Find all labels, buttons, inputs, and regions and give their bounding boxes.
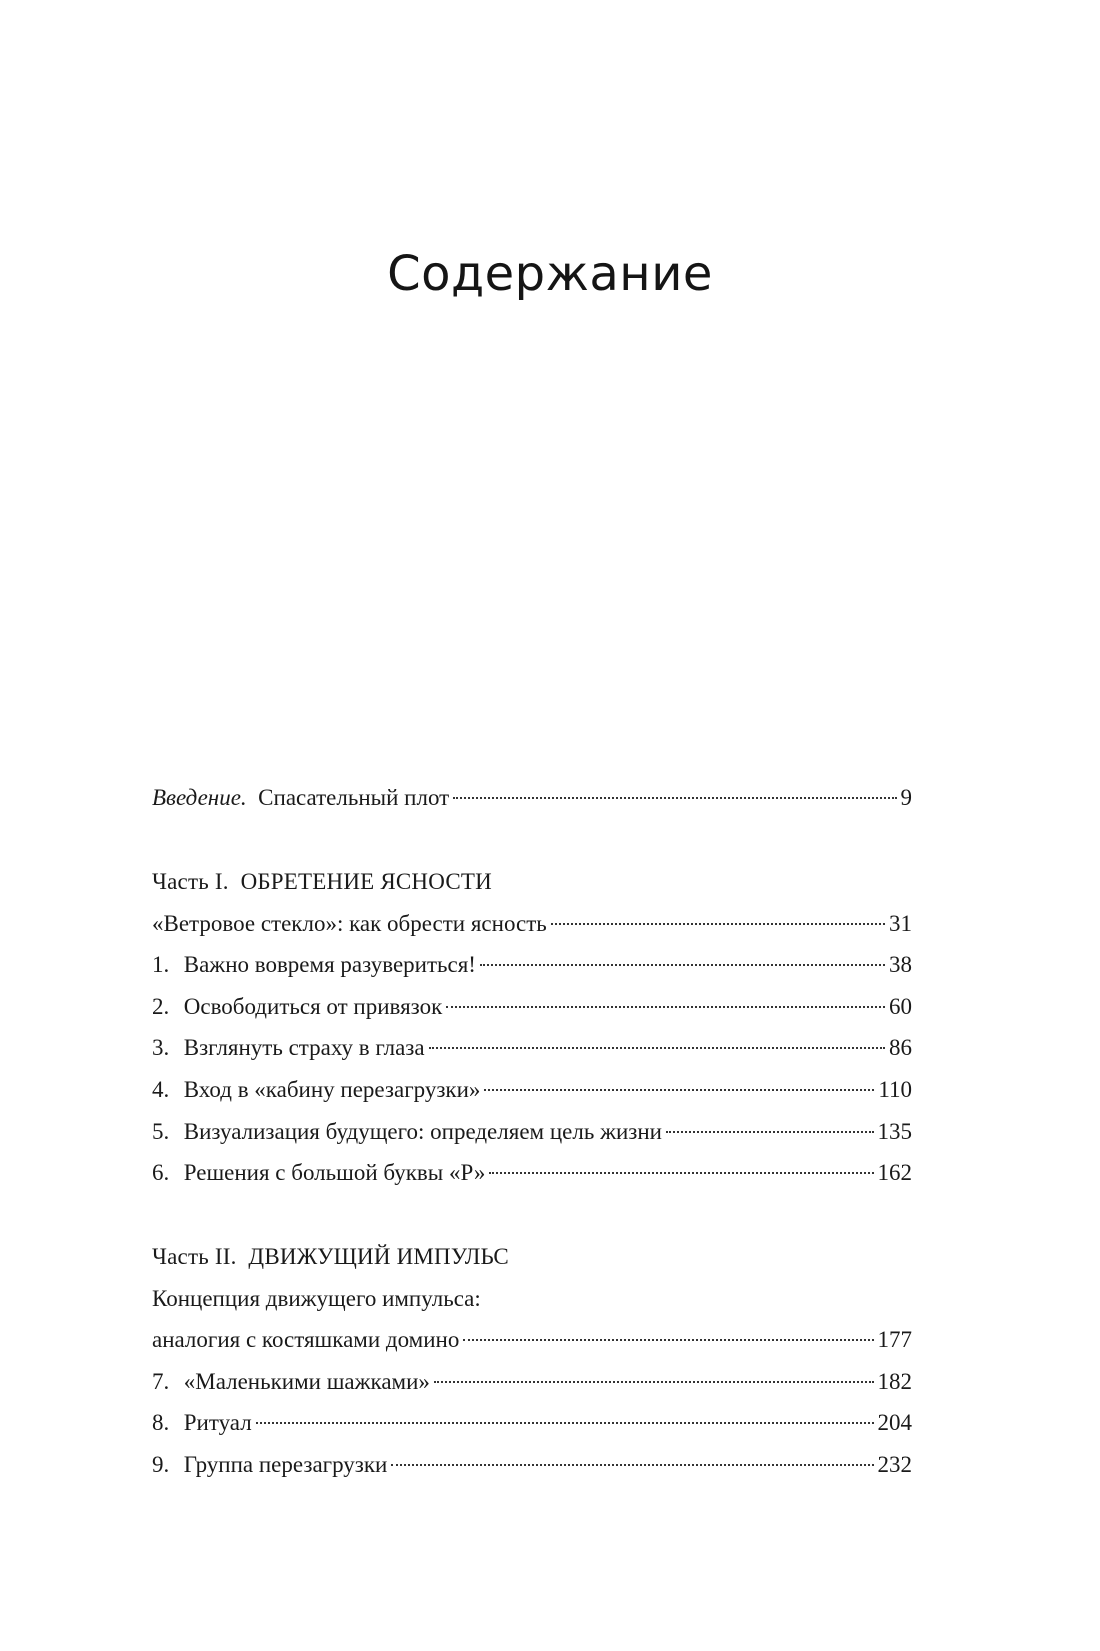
toc-page-number: 86	[889, 1035, 912, 1060]
toc-entry-label: Концепция движущего импульса:	[152, 1286, 481, 1311]
toc-entry-number: 6.	[152, 1160, 170, 1185]
toc-entry[interactable]	[152, 949, 912, 981]
toc-page-number: 135	[877, 1119, 912, 1144]
toc-entry[interactable]	[152, 1366, 912, 1398]
dot-leader	[446, 1006, 885, 1008]
toc-entry-title	[152, 782, 449, 814]
page-title: Содержание	[387, 246, 713, 302]
part-heading-label: Часть I. ОБРЕТЕНИЕ ЯСНОСТИ	[152, 869, 492, 894]
toc-entry-title	[152, 1032, 425, 1064]
toc-entry-continued[interactable]	[152, 1283, 912, 1315]
toc-entry[interactable]	[152, 1074, 912, 1106]
toc-entry-label: Важно вовремя разувериться!	[183, 952, 476, 977]
toc-page-number: 31	[889, 911, 912, 936]
toc-entry[interactable]	[152, 908, 912, 940]
toc-entry-label: «Ветровое стекло»: как обрести ясность	[152, 911, 547, 936]
toc-entry[interactable]	[152, 1449, 912, 1481]
toc-entry-label: Визуализация будущего: определяем цель жизни	[183, 1119, 662, 1144]
toc-page-number: 9	[900, 785, 912, 810]
toc-entry-label: Группа перезагрузки	[183, 1452, 388, 1477]
toc-entry-title	[152, 1366, 430, 1398]
toc-page-number: 60	[889, 994, 912, 1019]
dot-leader	[484, 1089, 874, 1091]
toc-entry-label: «Маленькими шажками»	[183, 1369, 430, 1394]
toc-entry[interactable]	[152, 991, 912, 1023]
toc-page-number: 204	[877, 1410, 912, 1435]
dot-leader	[453, 797, 896, 799]
toc-page-number: 177	[877, 1327, 912, 1352]
toc-entry-title	[152, 1157, 485, 1189]
toc-entry-label: Решения с большой буквы «Р»	[183, 1160, 486, 1185]
dot-leader	[429, 1047, 885, 1049]
toc-entry-number: 1.	[152, 952, 170, 977]
toc-entry-title	[152, 1449, 387, 1481]
toc-entry[interactable]	[152, 1032, 912, 1064]
toc-entry-number: 5.	[152, 1119, 170, 1144]
toc-entry-title	[152, 1074, 480, 1106]
toc-entry-label: Взглянуть страху в глаза	[183, 1035, 425, 1060]
toc-entry-title	[152, 991, 442, 1023]
part-heading-2	[152, 1241, 912, 1273]
part-heading-label: Часть II. ДВИЖУЩИЙ ИМПУЛЬС	[152, 1244, 509, 1269]
dot-leader	[463, 1339, 873, 1341]
toc-entry-label: Вход в «кабину перезагрузки»	[183, 1077, 481, 1102]
toc-page-number: 162	[877, 1160, 912, 1185]
dot-leader	[256, 1422, 874, 1424]
toc-entry-number: 2.	[152, 994, 170, 1019]
toc-entry-number: 3.	[152, 1035, 170, 1060]
toc-entry-label: Спасательный плот	[258, 785, 450, 810]
toc-entry[interactable]	[152, 1324, 912, 1356]
toc-page-number: 38	[889, 952, 912, 977]
toc-page-number: 182	[877, 1369, 912, 1394]
dot-leader	[551, 923, 885, 925]
toc-entry[interactable]	[152, 1116, 912, 1148]
toc-entry-label: Освободиться от привязок	[183, 994, 443, 1019]
toc-page-number: 110	[878, 1077, 912, 1102]
toc-entry-number: 7.	[152, 1369, 170, 1394]
toc-entry-lead: Введение.	[152, 785, 247, 810]
toc-entry-number: 4.	[152, 1077, 170, 1102]
toc-entry-title	[152, 1116, 662, 1148]
toc-entry-number: 8.	[152, 1410, 170, 1435]
dot-leader	[480, 964, 885, 966]
toc-entry-number: 9.	[152, 1452, 170, 1477]
toc-entry-title	[152, 949, 476, 981]
dot-leader	[489, 1172, 873, 1174]
toc-entry-label: аналогия с костяшками домино	[152, 1327, 460, 1352]
dot-leader	[391, 1464, 873, 1466]
toc-entry[interactable]	[152, 1157, 912, 1189]
toc-entry[interactable]	[152, 1407, 912, 1439]
toc-page-number: 232	[877, 1452, 912, 1477]
dot-leader	[666, 1131, 874, 1133]
part-heading-1	[152, 866, 912, 898]
toc-entry-label: Ритуал	[183, 1410, 252, 1435]
dot-leader	[434, 1381, 874, 1383]
toc-entry-intro[interactable]	[152, 782, 912, 814]
toc-entry-title	[152, 1407, 252, 1439]
